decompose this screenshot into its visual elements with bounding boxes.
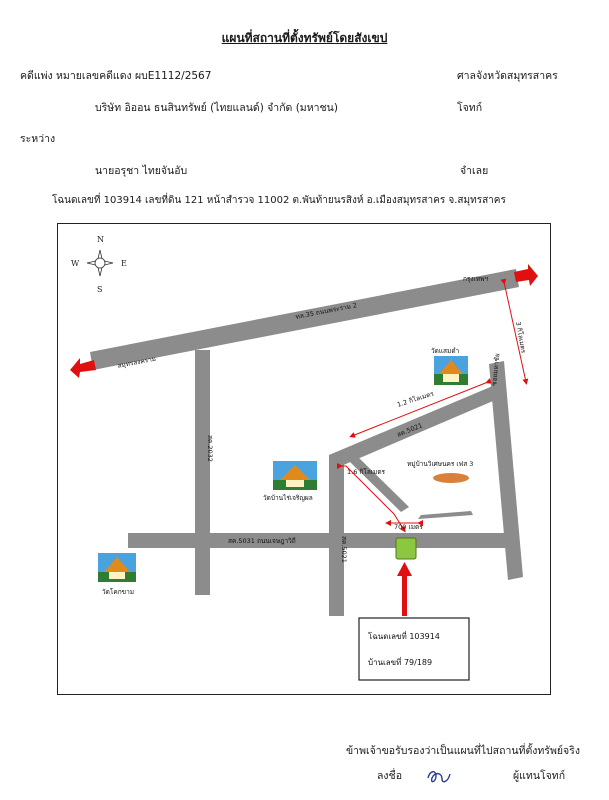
defendant-name: นายอรุชา ไทยจันอับ — [95, 165, 188, 177]
map-drawing — [58, 224, 552, 696]
label-sk5021-vertical: สค.5021 — [340, 536, 348, 563]
signer-role: ผู้แทนโจทก์ — [513, 770, 566, 782]
distance-4: 3 กิโลเมตร — [514, 320, 528, 354]
label-village: หมู่บ้านวิเศษนคร เฟส 3 — [407, 460, 474, 468]
arrow-left-icon — [70, 358, 96, 378]
label-rama2: ทล.35 ถนนพระราม 2 — [294, 301, 358, 321]
sign-label: ลงชื่อ — [377, 770, 402, 782]
compass-east: E — [121, 259, 127, 268]
temple-icon — [98, 553, 136, 582]
label-sk2032: สค.2032 — [206, 435, 214, 462]
arrow-up-icon — [397, 562, 412, 576]
signature-mark — [424, 766, 454, 788]
property-marker — [396, 538, 416, 559]
page-title: แผนที่สถานที่ตั้งทรัพย์โดยสังเขป — [221, 31, 388, 45]
compass-west: W — [71, 259, 80, 268]
distance-3: 700 เมตร — [394, 523, 423, 531]
compass-icon — [71, 235, 127, 294]
road-soi-small — [418, 511, 473, 519]
label-right-road: ซอยมหาชัย — [490, 352, 502, 387]
road-soi-diagonal — [348, 455, 409, 512]
label-samut-songkhram: สมุทรสงคราม — [116, 354, 157, 370]
road-soi-end — [411, 536, 456, 542]
arrow-up-shaft — [402, 574, 407, 616]
distance-2: 1.6 กิโลเมตร — [347, 468, 386, 476]
property-house: บ้านเลขที่ 79/189 — [368, 658, 433, 667]
label-sk5031: สค.5031 ถนนเจษฎาวิถี — [228, 537, 296, 545]
temple-icon — [434, 356, 468, 385]
label-bangkok: กรุงเทพฯ — [463, 275, 489, 283]
temple-icon — [273, 461, 317, 490]
village-marker — [433, 473, 469, 483]
court-name: ศาลจังหวัดสมุทรสาคร — [457, 70, 558, 82]
property-info-box — [359, 618, 469, 680]
roads — [90, 269, 523, 616]
label-temple-banrai: วัดบ้านไร่เจริญผล — [263, 494, 313, 502]
plaintiff-name: บริษัท อิออน ธนสินทรัพย์ (ไทยแลนด์) จำกัด (มหาชน) — [95, 102, 338, 114]
location-map — [57, 223, 551, 695]
deed-details: โฉนดเลขที่ 103914 เลขที่ดิน 121 หน้าสำรวจ 11002 ต.พันท้ายนรสิงห์ อ.เมืองสมุทรสาคร จ.สมุทรสาคร — [52, 195, 506, 206]
defendant-role: จำเลย — [460, 165, 489, 177]
certification: ข้าพเจ้าขอรับรองว่าเป็นแผนที่ไปสถานที่ตั้งทรัพย์จริง — [346, 745, 580, 757]
property-deed: โฉนดเลขที่ 103914 — [368, 632, 440, 641]
between-label: ระหว่าง — [20, 133, 56, 145]
compass-south: S — [97, 285, 103, 294]
distance-1: 1.2 กิโลเมตร — [396, 389, 435, 409]
label-temple-samaedam: วัดแสมดำ — [431, 347, 460, 355]
compass-north: N — [97, 235, 104, 244]
road-sk2032 — [195, 350, 210, 595]
label-temple-khokkham: วัดโคกขาม — [102, 588, 135, 596]
plaintiff-role: โจทก์ — [457, 102, 483, 114]
label-sk5021-diagonal: สค.5021 — [395, 421, 424, 439]
case-number: คดีแพ่ง หมายเลขคดีแดง ผบE1112/2567 — [20, 70, 212, 82]
